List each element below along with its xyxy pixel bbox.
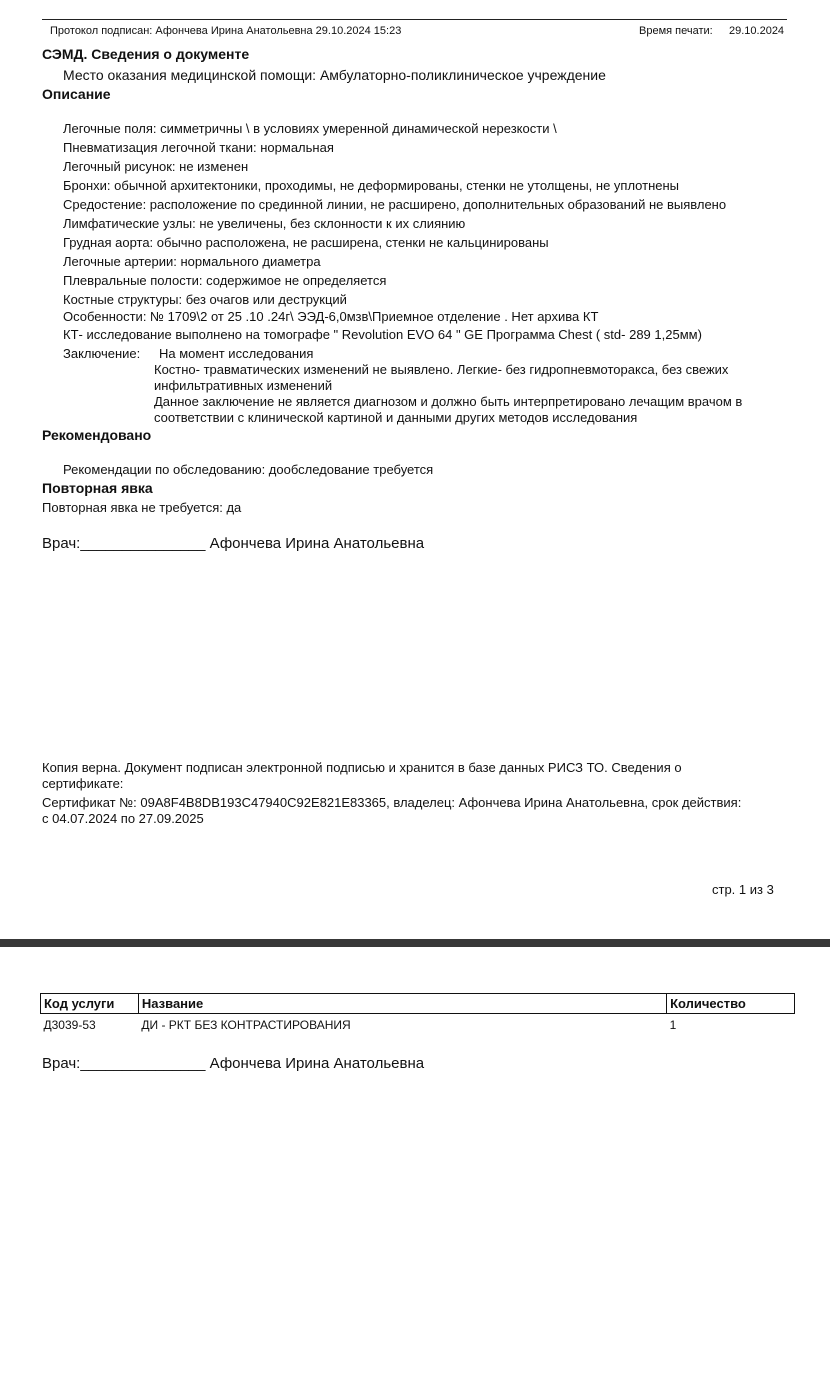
description-line: Особенности: № 1709\2 от 25 .10 .24г\ ЭЭД-6,0мзв\Приемное отделение . Нет архива КТ: [63, 309, 599, 324]
service-name: ДИ - РКТ БЕЗ КОНТРАСТИРОВАНИЯ: [141, 1018, 351, 1032]
conclusion-first-line: На момент исследования: [159, 346, 314, 361]
header-rule: [42, 19, 787, 20]
conclusion-line: Костно- травматических изменений не выявлено. Легкие- без гидропневмоторакса, без свежих: [154, 362, 729, 377]
doctor-signature-line-2: Врач:_______________ Афончева Ирина Анатольевна: [42, 1055, 425, 1072]
table-row: [41, 1014, 795, 1033]
service-code: Д3039-53: [43, 1018, 96, 1032]
doctor-signature-line: Врач:_______________ Афончева Ирина Анатольевна: [42, 535, 425, 552]
column-header-quantity: Количество: [667, 994, 795, 1014]
recommendation-text: Рекомендации по обследованию: дообследование требуется: [63, 462, 434, 477]
description-line: Легочный рисунок: не изменен: [63, 159, 249, 174]
description-line: Костные структуры: без очагов или деструкций: [63, 292, 347, 307]
description-line: Легочные поля: симметричны \ в условиях умеренной динамической нерезкости \: [63, 121, 557, 136]
repeat-visit-title: Повторная явка: [42, 480, 153, 496]
description-line: Бронхи: обычной архитектоники, проходимы, не деформированы, стенки не утолщены, не уплотнены: [63, 178, 680, 193]
services-table: [40, 993, 795, 1032]
service-quantity: 1: [669, 1018, 677, 1032]
description-line: Пневматизация легочной ткани: нормальная: [63, 140, 334, 155]
description-line: Средостение: расположение по срединной линии, не расширено, дополнительных образований не выявлено: [63, 197, 727, 212]
table-header-row: [41, 994, 795, 1014]
conclusion-label: Заключение:: [63, 346, 141, 361]
conclusion-line: соответствии с клинической картиной и данными других методов исследования: [154, 410, 638, 425]
recommended-title: Рекомендовано: [42, 427, 152, 443]
description-title: Описание: [42, 86, 111, 102]
description-line: Лимфатические узлы: не увеличены, без склонности к их слиянию: [63, 216, 466, 231]
certificate-line: Сертификат №: 09A8F4B8DB193C47940C92E821E83365, владелец: Афончева Ирина Анатольевна, срок действия:: [42, 795, 742, 810]
conclusion-line: инфильтративных изменений: [154, 378, 333, 393]
column-header-code: Код услуги: [41, 994, 139, 1014]
description-line: Грудная аорта: обычно расположена, не расширена, стенки не кальцинированы: [63, 235, 549, 250]
column-header-name: Название: [138, 994, 666, 1014]
certificate-line: с 04.07.2024 по 27.09.2025: [42, 811, 204, 826]
care-place: Место оказания медицинской помощи: Амбулаторно-поликлиническое учреждение: [63, 67, 606, 83]
description-line: Легочные артерии: нормального диаметра: [63, 254, 321, 269]
signed-info: Протокол подписан: Афончева Ирина Анатольевна 29.10.2024 15:23: [50, 25, 402, 37]
repeat-visit-text: Повторная явка не требуется: да: [42, 500, 242, 515]
page-separator: [0, 939, 830, 947]
print-time-label: Время печати:: [639, 25, 713, 37]
certificate-line: сертификате:: [42, 776, 124, 791]
description-line: Плевральные полости: содержимое не определяется: [63, 273, 387, 288]
conclusion-line: Данное заключение не является диагнозом и должно быть интерпретировано лечащим врачом в: [154, 394, 743, 409]
semd-title: СЭМД. Сведения о документе: [42, 46, 250, 62]
page-number: стр. 1 из 3: [712, 882, 774, 897]
description-line: КТ- исследование выполнено на томографе " Revolution EVO 64 " GE Программа Chest ( std- 289 1,25мм): [63, 327, 702, 342]
certificate-line: Копия верна. Документ подписан электронной подписью и хранится в базе данных РИСЗ ТО. Сведения о: [42, 760, 682, 775]
print-date: 29.10.2024: [729, 25, 785, 37]
